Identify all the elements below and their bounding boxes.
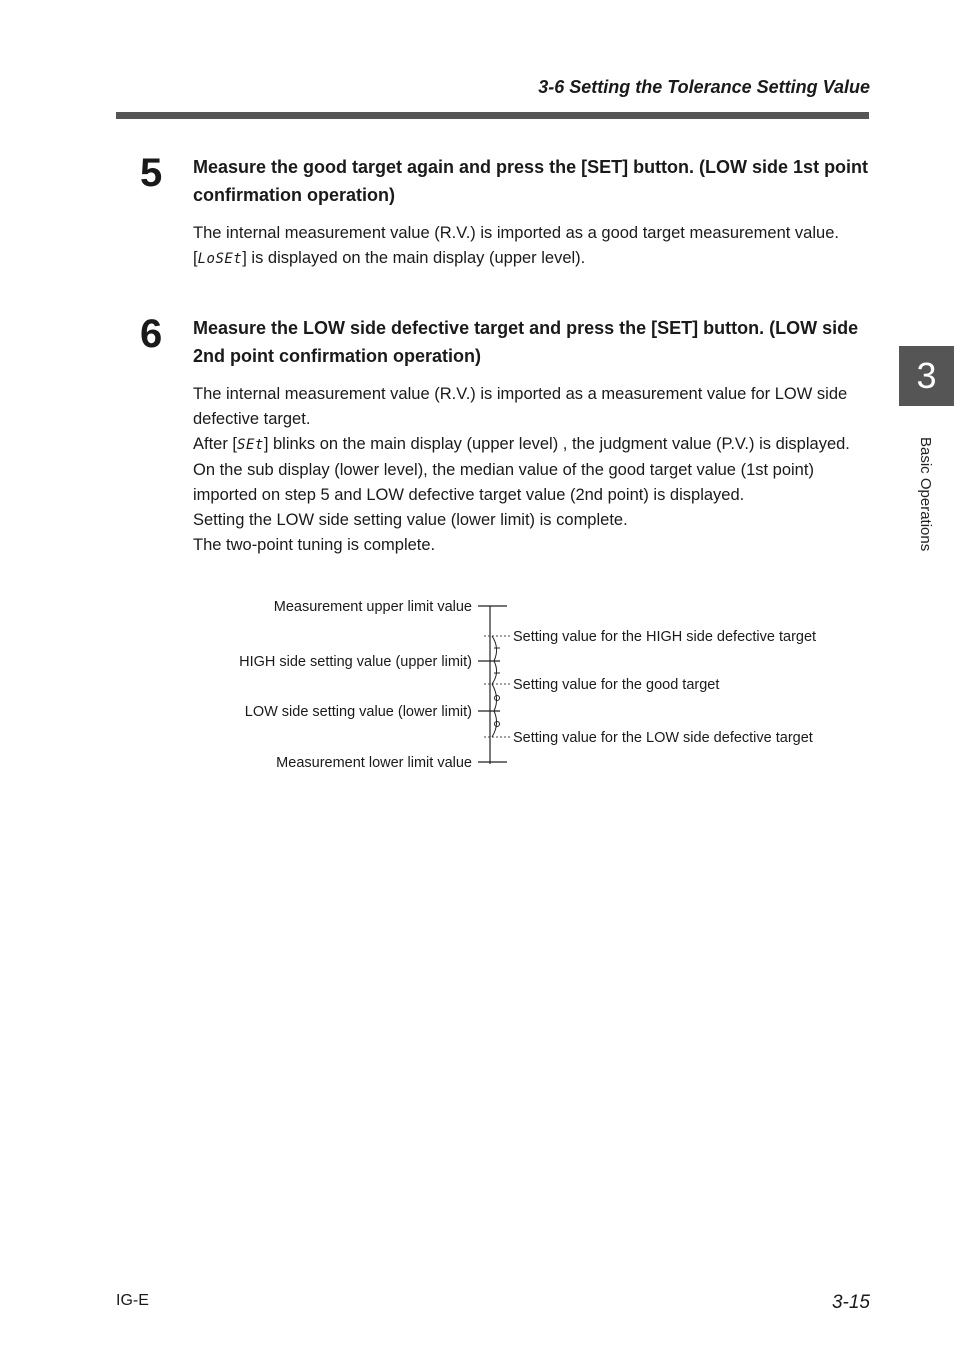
step-6-line-2-text: ] blinks on the main display (upper level) , the judgment value (P.V.) is displayed. [263,435,850,453]
step-5-bracket-open: [ [193,249,198,267]
label-high-defective: Setting value for the HIGH side defective target [513,629,817,645]
step-6-body [193,382,869,558]
segment-display-text: LoSEt [197,251,243,267]
label-low-defective: Setting value for the LOW side defective target [513,730,813,746]
label-good-target: Setting value for the good target [513,677,720,693]
page-number: 3-15 [831,1292,870,1313]
chapter-side-label: Basic Operations [917,437,934,552]
document-id: IG-E [116,1292,149,1309]
step-6-bracket-open: After [ [193,435,238,453]
step-5-body [193,221,869,272]
step-5-number: 5 [140,151,163,195]
step-5-line-2-text: ] is displayed on the main display (upper level). [242,249,586,267]
step-6-line-5: The two-point tuning is complete. [193,536,436,554]
section-title: 3-6 Setting the Tolerance Setting Value [538,77,870,97]
step-6-number: 6 [140,312,163,356]
label-upper-limit: Measurement upper limit value [273,599,472,615]
chapter-tab: 3 [899,346,954,406]
segment-display-text: SEt [237,437,264,453]
header-rule [116,112,869,119]
label-low-setting: LOW side setting value (lower limit) [244,704,472,720]
step-6-line-2 [193,432,869,458]
step-5-line-2 [193,246,869,272]
tolerance-scale-diagram [470,598,520,773]
step-6-line-4: Setting the LOW side setting value (lower limit) is complete. [193,511,628,529]
step-6-heading: Measure the LOW side defective target and press the [SET] button. (LOW side 2nd point confirmation operation) [193,318,859,366]
step-6-line-3: On the sub display (lower level), the median value of the good target value (1st point) imported on step 5 and LOW defective target value (2nd point) is displayed. [193,461,814,504]
step-5-heading: Measure the good target again and press the [SET] button. (LOW side 1st point confirmation operation) [193,157,869,205]
label-high-setting: HIGH side setting value (upper limit) [239,654,472,670]
step-5-line-1: The internal measurement value (R.V.) is imported as a good target measurement value. [193,224,839,242]
step-6-line-1: The internal measurement value (R.V.) is imported as a measurement value for LOW side defective target. [193,385,848,428]
label-lower-limit: Measurement lower limit value [276,755,472,771]
